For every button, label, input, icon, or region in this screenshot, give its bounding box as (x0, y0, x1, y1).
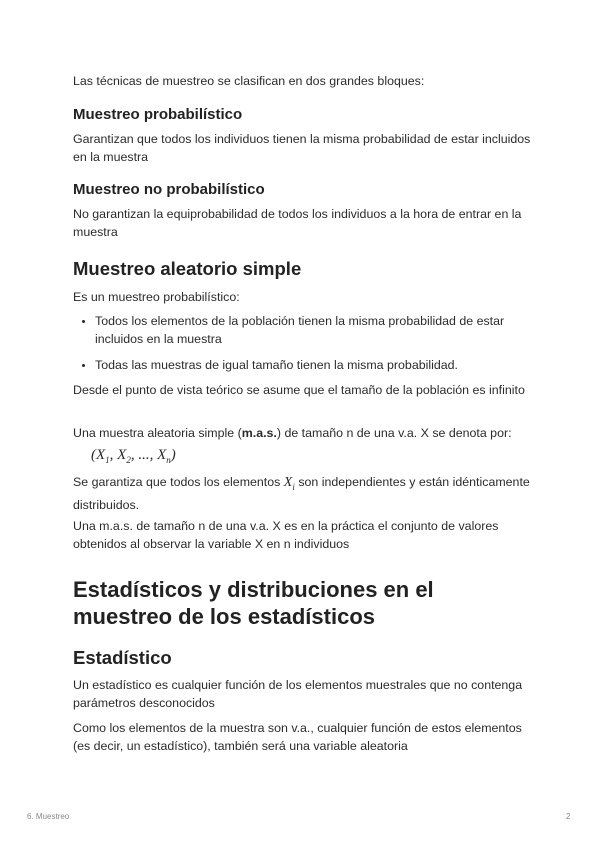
xi-symbol: $X_i$ (283, 475, 295, 492)
heading-probabilistic: Muestreo probabilístico (73, 106, 243, 123)
heading-non-probabilistic: Muestreo no probabilístico (73, 181, 265, 198)
intro-text: Las técnicas de muestreo se clasifican en dos grandes bloques: (73, 74, 425, 88)
mas-def-pre: Una muestra aleatoria simple ( (73, 426, 242, 440)
mas-definition-text (73, 425, 533, 443)
statistic-random-variable-text: Como los elementos de la muestra son v.a., cualquier función de estos elementos (es decir, un estadístico), también será una variable aleatoria (73, 721, 522, 753)
non-probabilistic-text: No garantizan la equiprobabilidad de todos los individuos a la hora de entrar en la muestra (73, 207, 522, 239)
mas-indep-post: son independientes y están idénticamente distribuidos. (73, 475, 530, 512)
footer-page-number: 2 (566, 812, 571, 821)
statistic-definition-text: Un estadístico es cualquier función de los elementos muestrales que no contenga parámetros desconocidos (73, 678, 523, 710)
heading-statistics-distributions: Estadísticos y distribuciones en el muestreo de los estadísticos (73, 577, 434, 629)
mas-practice-text: Una m.a.s. de tamaño n de una v.a. X es en la práctica el conjunto de valores obtenidos al observar la variable X en n individuos (73, 519, 499, 551)
probabilistic-text: Garantizan que todos los individuos tienen la misma probabilidad de estar incluidos en la muestra (73, 132, 531, 164)
mas-indep-pre: Se garantiza que todos los elementos (73, 475, 281, 489)
mas-def-post: ) de tamaño n de una v.a. X se denota por: (276, 426, 512, 440)
heading-simple-random-sampling: Muestreo aleatorio simple (73, 258, 302, 279)
mas-bullet-list (73, 313, 533, 374)
mas-independence-text (73, 474, 533, 514)
footer-chapter-label: 6. Muestreo (27, 812, 70, 821)
heading-statistic: Estadístico (73, 647, 172, 668)
list-item: • Todas las muestras de igual tamaño tienen la misma probabilidad. (95, 357, 533, 375)
mas-abbreviation: m.a.s. (241, 426, 277, 440)
mas-intro-text: Es un muestreo probabilístico: (73, 290, 240, 304)
mas-formula: ($X_1$, $X_2$, ..., $X_n$) (91, 447, 176, 465)
list-item: • Todos los elementos de la población tienen la misma probabilidad de estar incluidos en la muestra (95, 313, 533, 349)
mas-infinite-text: Desde el punto de vista teórico se asume que el tamaño de la población es infinito (73, 383, 525, 397)
